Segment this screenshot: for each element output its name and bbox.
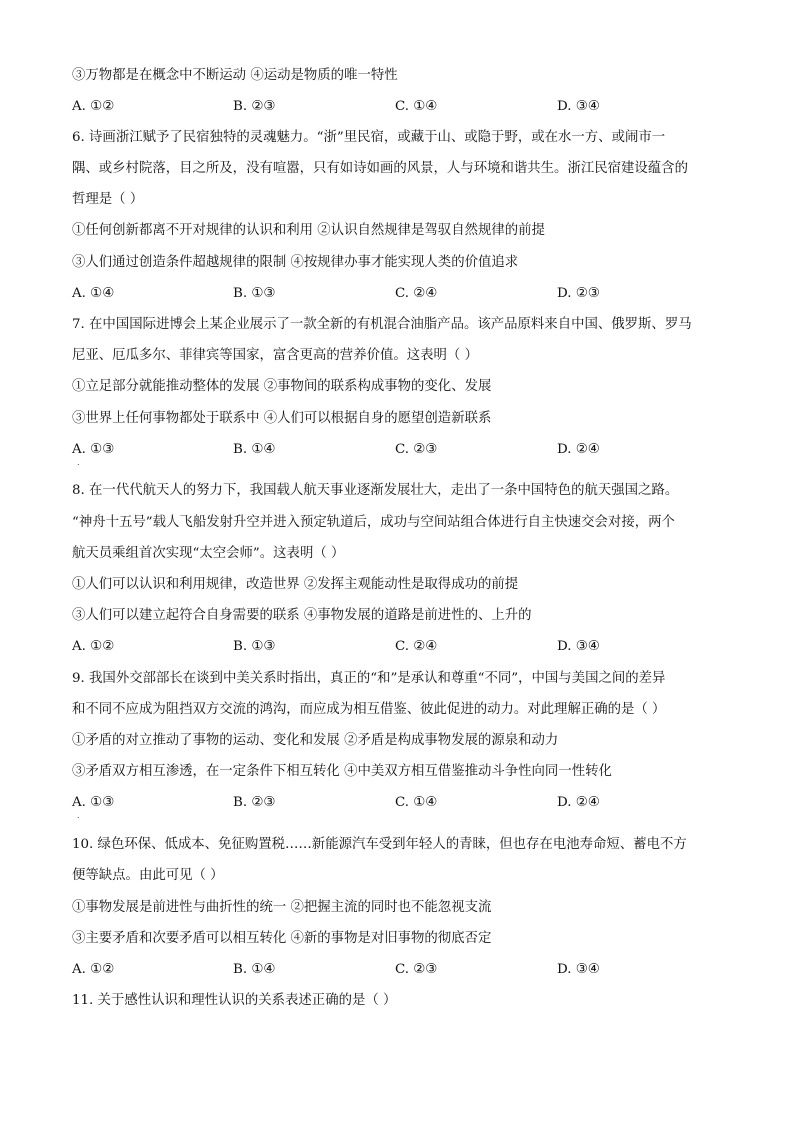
q8-choice-d: D. ③④ [557, 639, 600, 654]
q5-choice-a: A. ①② [72, 99, 115, 114]
q6-choice-a: A. ①④ [72, 286, 115, 301]
q10-choice-a: A. ①② [72, 962, 115, 977]
q7-statements-1: ①立足部分就能推动整体的发展 ②事物间的联系构成事物的变化、发展 [72, 379, 492, 394]
q8-choice-a: A. ①② [72, 639, 115, 654]
q9-choice-b: B. ②③ [233, 795, 276, 810]
q9-stem-line-1: 9. 我国外交部部长在谈到中美关系时指出，真正的“和”是承认和尊重“不同”，中国与美国之间的差异 [72, 671, 666, 686]
stray-dot-mark: . [77, 458, 80, 467]
q6-choice-d: D. ②③ [557, 286, 600, 301]
q10-choice-c: C. ②③ [395, 962, 438, 977]
q5-choice-d: D. ③④ [557, 99, 600, 114]
stray-dot-mark: . [77, 811, 80, 820]
q7-stem-line-1: 7. 在中国国际进博会上某企业展示了一款全新的有机混合油脂产品。该产品原料来自中国、俄罗斯、罗马 [72, 317, 692, 332]
q5-answer-choices [72, 97, 732, 117]
q7-choice-a: A. ①③ [72, 442, 115, 457]
q7-statements-2: ③世界上任何事物都处于联系中 ④人们可以根据自身的愿望创造新联系 [72, 411, 492, 426]
q6-choice-c: C. ②④ [395, 286, 438, 301]
q8-statements-1: ①人们可以认识和利用规律，改造世界 ②发挥主观能动性是取得成功的前提 [72, 577, 519, 592]
q6-choice-b: B. ①③ [233, 286, 276, 301]
q9-statements-2: ③矛盾双方相互渗透，在一定条件下相互转化 ④中美双方相互借鉴推动斗争性向同一性转化 [72, 764, 612, 779]
q8-answer-choices [72, 637, 732, 657]
q11-stem-line-1: 11. 关于感性认识和理性认识的关系表述正确的是（ ） [72, 993, 397, 1008]
q5-choice-b: B. ②③ [233, 99, 276, 114]
q6-stem-line-2: 隅、或乡村院落，目之所及，没有喧嚣，只有如诗如画的风景，人与环境和谐共生。浙江民宿建设蕴含的 [72, 161, 688, 176]
q10-answer-choices [72, 960, 732, 980]
q9-choice-c: C. ①④ [395, 795, 438, 810]
q8-statements-2: ③人们可以建立起符合自身需要的联系 ④事物发展的道路是前进性的、上升的 [72, 608, 532, 623]
q10-statements-2: ③主要矛盾和次要矛盾可以相互转化 ④新的事物是对旧事物的彻底否定 [72, 931, 492, 946]
q10-stem-line-1: 10. 绿色环保、低成本、免征购置税……新能源汽车受到年轻人的青睐，但也存在电池寿命短、蓄电不方 [72, 837, 687, 852]
q5-option-line-2: ③万物都是在概念中不断运动 ④运动是物质的唯一特性 [72, 68, 398, 83]
q9-statements-1: ①矛盾的对立推动了事物的运动、变化和发展 ②矛盾是构成事物发展的源泉和动力 [72, 733, 559, 748]
q6-answer-choices [72, 284, 732, 304]
q10-statements-1: ①事物发展是前进性与曲折性的统一 ②把握主流的同时也不能忽视支流 [72, 900, 492, 915]
q7-answer-choices [72, 440, 732, 460]
q6-stem-line-3: 哲理是（ ） [72, 192, 144, 207]
q7-choice-b: B. ①④ [233, 442, 276, 457]
q7-choice-c: C. ②③ [395, 442, 438, 457]
q9-choice-a: A. ①③ [72, 795, 115, 810]
q8-stem-line-2: “神舟十五号”载人飞船发射升空并进入预定轨道后，成功与空间站组合体进行自主快速交会对接，两个 [72, 515, 675, 530]
q9-choice-d: D. ②④ [557, 795, 600, 810]
q8-stem-line-1: 8. 在一代代航天人的努力下，我国载人航天事业逐渐发展壮大，走出了一条中国特色的航天强国之路。 [72, 483, 679, 498]
q8-choice-c: C. ②④ [395, 639, 438, 654]
q6-stem-line-1: 6. 诗画浙江赋予了民宿独特的灵魂魅力。“浙”里民宿，或藏于山、或隐于野，或在水一方、或闹市一 [72, 130, 666, 145]
q7-choice-d: D. ②④ [557, 442, 600, 457]
q9-stem-line-2: 和不同不应成为阻挡双方交流的鸿沟，而应成为相互借鉴、彼此促进的动力。对此理解正确的是（ ） [72, 702, 666, 717]
q10-choice-d: D. ③④ [557, 962, 600, 977]
q9-answer-choices [72, 793, 732, 813]
q8-stem-line-3: 航天员乘组首次实现“太空会师”。这表明（ ） [72, 546, 345, 561]
q6-statements-1: ①任何创新都离不开对规律的认识和利用 ②认识自然规律是驾驭自然规律的前提 [72, 223, 545, 238]
q5-choice-c: C. ①④ [395, 99, 438, 114]
q10-stem-line-2: 便等缺点。由此可见（ ） [72, 868, 224, 883]
q10-choice-b: B. ①④ [233, 962, 276, 977]
q8-choice-b: B. ①③ [233, 639, 276, 654]
q6-statements-2: ③人们通过创造条件超越规律的限制 ④按规律办事才能实现人类的价值追求 [72, 255, 519, 270]
q7-stem-line-2: 尼亚、厄瓜多尔、菲律宾等国家，富含更高的营养价值。这表明（ ） [72, 348, 478, 363]
